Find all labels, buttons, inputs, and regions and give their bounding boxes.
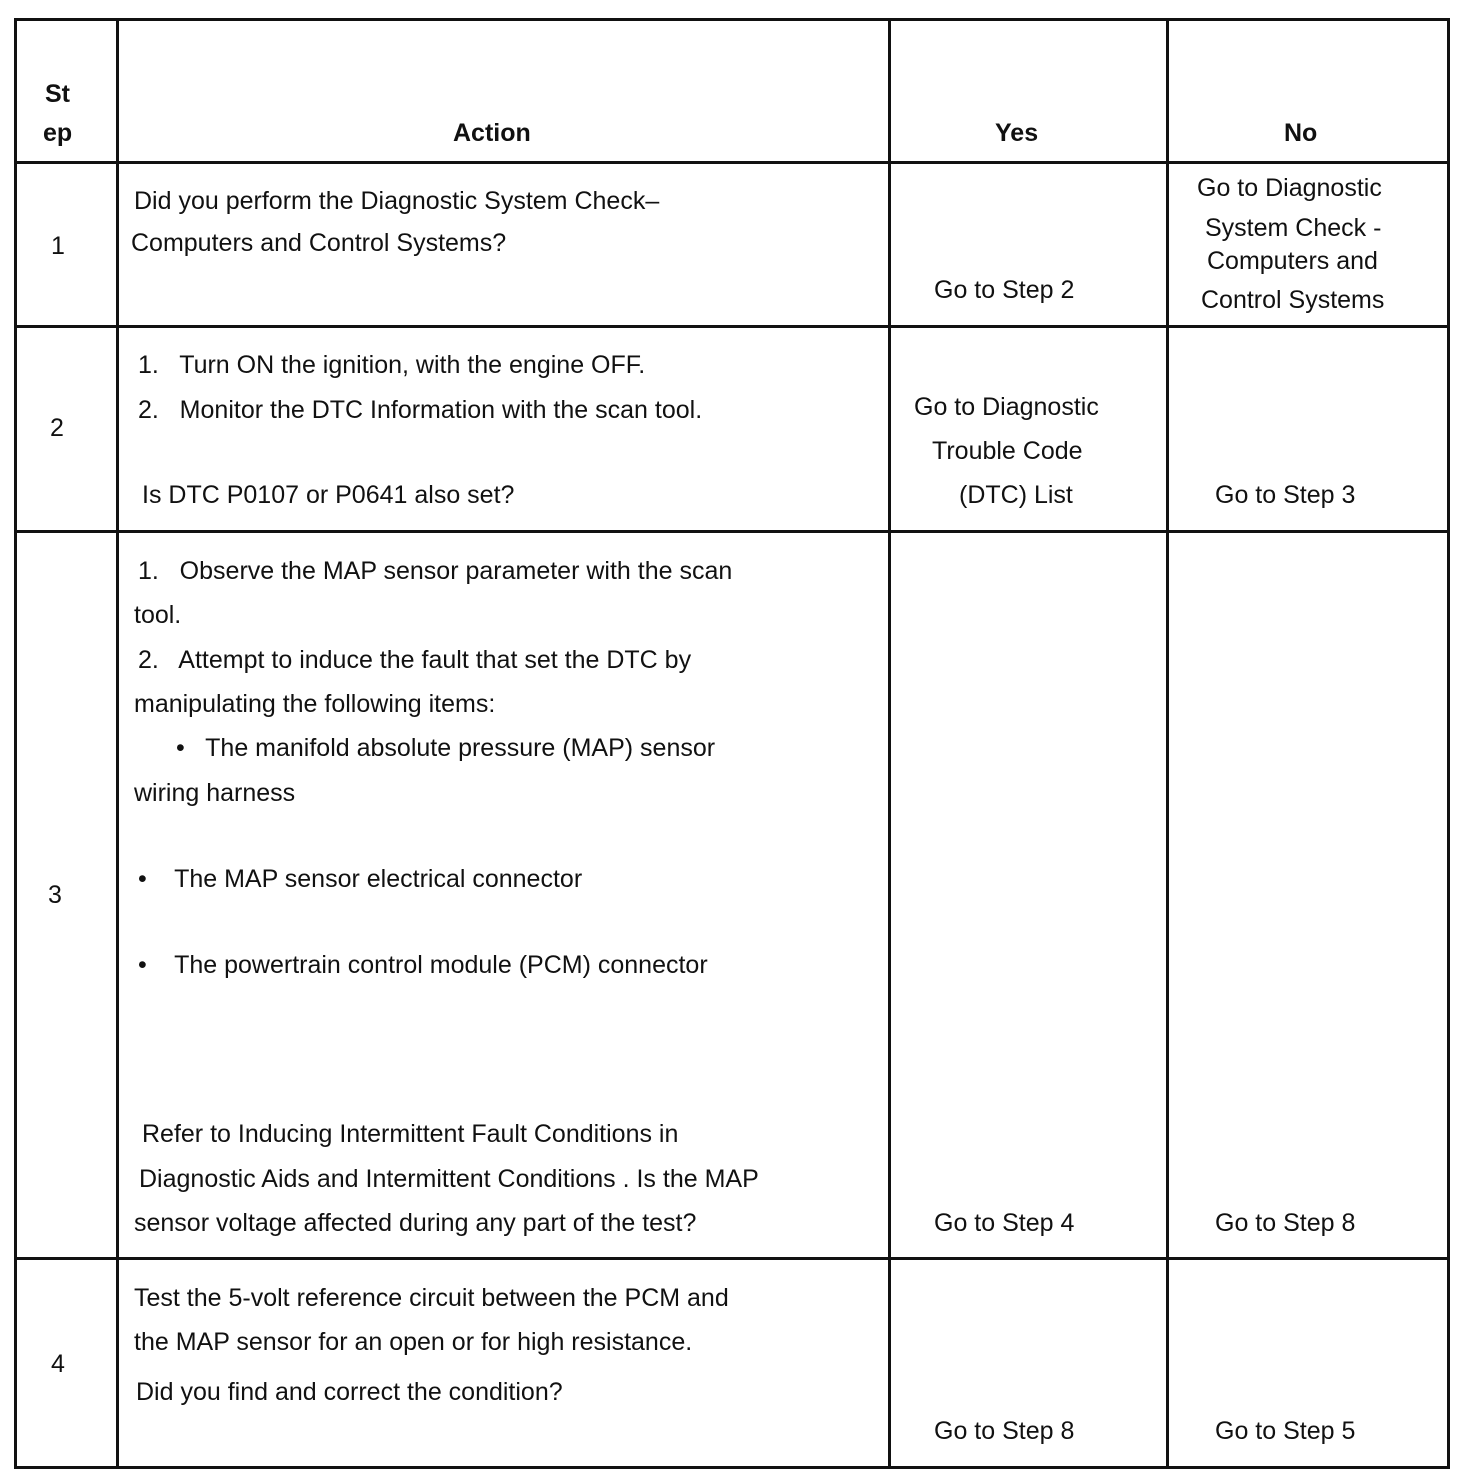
table-border-left [14,18,17,1469]
action-text-line: sensor voltage affected during any part of the test? [134,1209,697,1237]
yes-link-text[interactable]: (DTC) List [959,481,1073,509]
no-link-text[interactable]: Go to Step 8 [1215,1209,1356,1237]
no-link-text[interactable]: System Check - [1205,214,1382,242]
col-step-action-rule [116,18,119,1469]
action-text-line: 2. Monitor the DTC Information with the scan tool. [138,396,703,424]
action-text-line: Diagnostic Aids and Intermittent Conditions . Is the MAP [139,1165,759,1193]
header-step-line2: ep [43,119,73,147]
no-link-text[interactable]: Go to Step 5 [1215,1417,1356,1445]
header-yes: Yes [995,119,1039,147]
action-text-line: manipulating the following items: [134,690,496,718]
table-border-top [14,18,1450,21]
action-text-line: wiring harness [134,779,296,807]
yes-link-text[interactable]: Go to Step 2 [934,276,1075,304]
table-border-right [1447,18,1450,1469]
no-link-text[interactable]: Computers and [1207,247,1378,275]
yes-link-text[interactable]: Trouble Code [932,437,1083,465]
step-number: 2 [50,414,64,442]
header-bottom-rule [14,161,1450,164]
no-link-text[interactable]: Go to Diagnostic [1197,174,1382,202]
action-text-line: 1. Turn ON the ignition, with the engine OFF. [138,351,646,379]
header-no: No [1284,119,1318,147]
action-text-line: Computers and Control Systems? [131,229,507,257]
col-yes-no-rule [1166,18,1169,1469]
action-text-line: Did you find and correct the condition? [136,1378,563,1406]
action-text-line: 2. Attempt to induce the fault that set the DTC by [138,646,692,674]
row-3-bottom-rule [14,1257,1450,1260]
action-text-line: Refer to Inducing Intermittent Fault Conditions in [142,1120,679,1148]
yes-link-text[interactable]: Go to Step 8 [934,1417,1075,1445]
action-text-line: tool. [134,601,182,629]
header-action: Action [453,119,531,147]
action-text-line: Did you perform the Diagnostic System Check– [134,187,660,215]
no-link-text[interactable]: Go to Step 3 [1215,481,1356,509]
row-1-bottom-rule [14,325,1450,328]
action-text-line: • The MAP sensor electrical connector [138,865,583,893]
action-text-line: Test the 5-volt reference circuit between the PCM and [134,1284,729,1312]
action-text-line: Is DTC P0107 or P0641 also set? [142,481,515,509]
step-number: 1 [51,232,65,260]
row-2-bottom-rule [14,530,1450,533]
step-number: 3 [48,881,62,909]
step-number: 4 [51,1350,65,1378]
header-step-line1: St [45,80,70,108]
action-text-line: • The powertrain control module (PCM) connector [138,951,708,979]
action-text-line: • The manifold absolute pressure (MAP) sensor [176,734,716,762]
col-action-yes-rule [888,18,891,1469]
action-text-line: 1. Observe the MAP sensor parameter with the scan [138,557,733,585]
table-border-bottom [14,1466,1450,1469]
yes-link-text[interactable]: Go to Step 4 [934,1209,1075,1237]
yes-link-text[interactable]: Go to Diagnostic [914,393,1099,421]
no-link-text[interactable]: Control Systems [1201,286,1385,314]
action-text-line: the MAP sensor for an open or for high resistance. [134,1328,693,1356]
